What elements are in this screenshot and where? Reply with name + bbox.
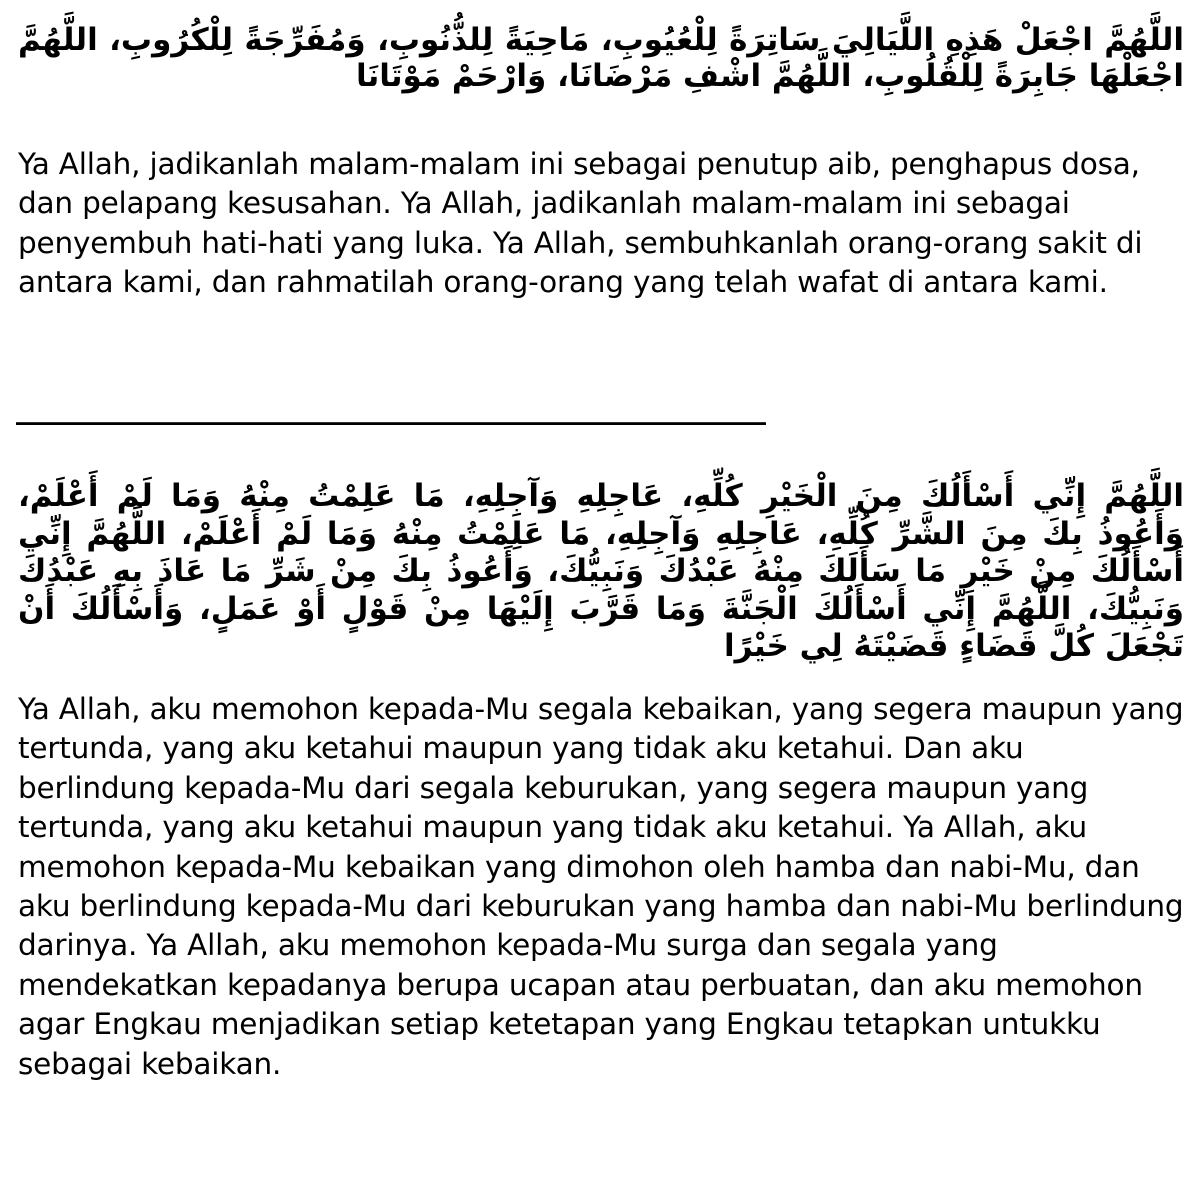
doa-2-arabic-text: اللَّهُمَّ إِنِّي أَسْأَلُكَ مِنَ الْخَيْرِ كُلِّهِ، عَاجِلِهِ وَآجِلِهِ، مَا عَلِمْتُ مِنْهُ وَمَا لَمْ أَعْلَمْ، وَأَعُوذُ بِكَ مِنَ الشَّرِّ كُلِّهِ، عَاجِلِهِ وَآجِلِهِ، مَا عَلِمْتُ مِنْهُ وَمَا لَمْ أَعْلَمْ، اللَّهُمَّ إِنِّي أَسْأَلُكَ مِنْ خَيْرِ مَا سَأَلَكَ مِنْهُ عَبْدُكَ وَنَبِيُّكَ، وَأَعُوذُ بِكَ مِنْ شَرِّ مَا عَاذَ بِهِ عَبْدُكَ وَنَبِيُّكَ، اللَّهُمَّ إِنِّي أَسْأَلُكَ الْجَنَّةَ وَمَا قَرَّبَ إِلَيْهَا مِنْ قَوْلٍ أَوْ عَمَلٍ، وَأَسْأَلُكَ أَنْ تَجْعَلَ كُلَّ قَضَاءٍ قَضَيْتَهُ لِي خَيْرًا <box>18 478 1184 664</box>
doa-2-translation: Ya Allah, aku memohon kepada-Mu segala kebaikan, yang segera maupun yang tertunda, yang aku ketahui maupun yang tidak aku ketahui. Dan aku berlindung kepada-Mu dari segala keburukan, yang segera maupun yang tertunda, yang aku ketahui maupun yang tidak aku ketahui. Ya Allah, aku memohon kepada-Mu kebaikan yang dimohon oleh hamba dan nabi-Mu, dan aku berlindung kepada-Mu dari keburukan yang hamba dan nabi-Mu berlindung darinya. Ya Allah, aku memohon kepada-Mu surga dan segala yang mendekatkan kepadanya berupa ucapan atau perbuatan, dan aku memohon agar Engkau menjadikan setiap ketetapan yang Engkau tetapkan untukku sebagai kebaikan. <box>18 692 1184 1081</box>
doa-1-translation: Ya Allah, jadikanlah malam-malam ini sebagai penutup aib, penghapus dosa, dan pelapang kesusahan. Ya Allah, jadikanlah malam-malam ini sebagai penyembuh hati-hati yang luka. Ya Allah, sembuhkanlah orang-orang sakit di antara kami, dan rahmatilah orang-orang yang telah wafat di antara kami. <box>18 147 1143 300</box>
doa-1-arabic-text: اللَّهُمَّ اجْعَلْ هَذِهِ اللَّيَالِيَ سَاتِرَةً لِلْعُيُوبِ، مَاحِيَةً لِلذُّنُوبِ، وَمُفَرِّجَةً لِلْكُرُوبِ، اللَّهُمَّ اجْعَلْهَا جَابِرَةً لِلْقُلُوبِ، اللَّهُمَّ اشْفِ مَرْضَانَا، وَارْحَمْ مَوْتَانَا <box>18 22 1184 94</box>
section-divider: __________________________________________________ <box>16 392 766 426</box>
